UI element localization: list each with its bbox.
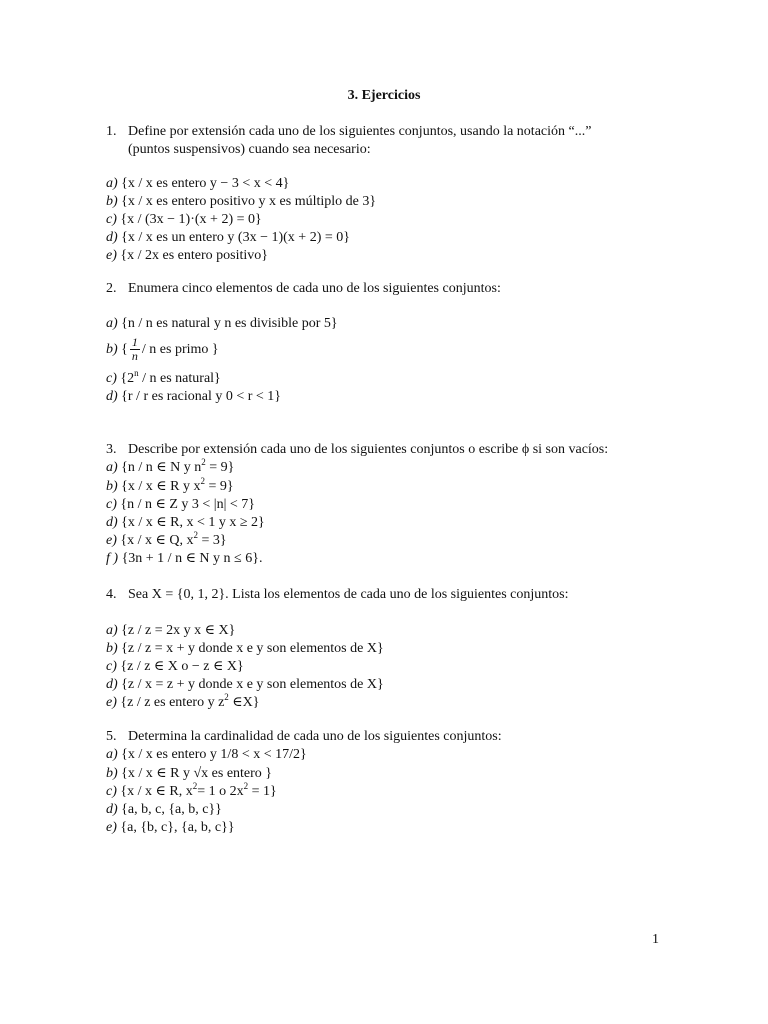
exercise-5-prompt: 5. Determina la cardinalidad de cada uno de los siguientes conjuntos: <box>106 729 502 744</box>
exercise-5-item-e: e) {a, {b, c}, {a, b, c}} <box>106 820 235 835</box>
exercise-1-item-d: d) {x / x es un entero y (3x − 1)(x + 2) = 0} <box>106 230 350 245</box>
exercise-3-item-f: f ) {3n + 1 / n ∈ N y n ≤ 6}. <box>106 551 263 566</box>
exercise-1-prompt-line-1 <box>106 123 591 141</box>
exercise-1-number: 1. <box>106 124 117 139</box>
exercise-4-item-a: a) {z / z = 2x y x ∈ X} <box>106 623 236 638</box>
exercise-3-item-a: a) {n / n ∈ N y $n^2 = 9$} <box>106 457 235 475</box>
exercise-2-item-d: d) {r / r es racional y 0 < r < 1} <box>106 389 282 404</box>
exercise-1-item-c: c) {x / (3x − 1)·(x + 2) = 0} <box>106 212 262 227</box>
page-title: 3. Ejercicios <box>347 88 421 103</box>
exercise-5-item-b: b) {x / x ∈ R y √x es entero } <box>106 766 273 781</box>
exercise-2-item-b: b) { $\frac{1}{n}$ / n es primo } <box>106 335 219 364</box>
exercise-1-item-a: a) {x / x es entero y − 3 < x < 4} <box>106 176 290 191</box>
exercise-1-prompt-line-2: (puntos suspensivos) cuando sea necesario: <box>128 142 371 157</box>
exercise-4-item-b: b) {z / z = x + y donde x e y son elementos de X} <box>106 641 384 656</box>
exercise-4-number: 4. <box>106 587 117 602</box>
exercise-1-item-e: e) {x / 2x es entero positivo} <box>106 248 268 263</box>
exercise-5-item-c: c) {x / x ∈ R, $x^2= 1$ o $2x^2 = 1$} <box>106 781 277 799</box>
exercise-2-prompt: 2. Enumera cinco elementos de cada uno de los siguientes conjuntos: <box>106 281 501 296</box>
page-number: 1 <box>652 932 659 947</box>
exercise-3-item-b: b) {x / x ∈ R y $x^2 = 9$} <box>106 476 234 494</box>
exercise-2-number: 2. <box>106 281 117 296</box>
exercise-4-prompt: 4. Sea X = {0, 1, 2}. Lista los elementos de cada uno de los siguientes conjuntos: <box>106 587 569 602</box>
exercise-1-text-1: Define por extensión cada uno de los siguientes conjuntos, usando la notación “...” <box>128 124 592 139</box>
exercise-5-number: 5. <box>106 729 117 744</box>
exercise-3-prompt: 3. Describe por extensión cada uno de los siguientes conjuntos o escribe ϕ si son vacíos: <box>106 442 609 457</box>
exercise-4-item-d: d) {z / x = z + y donde x e y son elementos de X} <box>106 677 384 692</box>
exercise-2-item-c: c) {2$^n$ / n es natural} <box>106 368 221 386</box>
exercise-3-item-e: e) {x / x ∈ Q, $x^2 = 3$} <box>106 530 227 548</box>
exercise-1-item-b: b) {x / x es entero positivo y x es múltiplo de 3} <box>106 194 377 209</box>
exercise-3-number: 3. <box>106 442 117 457</box>
exercise-4-item-c: c) {z / z ∈ X o − z ∈ X} <box>106 659 244 674</box>
exercise-3-item-c: c) {n / n ∈ Z y 3 < |n| < 7} <box>106 497 256 512</box>
fraction: $\frac{1}{n}$ <box>131 335 138 364</box>
exercise-4-item-e: e) {z / z es entero y $z^2$ ∈X} <box>106 692 260 710</box>
exercise-5-item-d: d) {a, b, c, {a, b, c}} <box>106 802 222 817</box>
exercise-3-item-d: d) {x / x ∈ R, x < 1 y x ≥ 2} <box>106 515 265 530</box>
exercise-5-item-a: a) {x / x es entero y 1/8 < x < 17/2} <box>106 747 307 762</box>
exercise-2-item-a: a) {n / n es natural y n es divisible por 5} <box>106 316 338 331</box>
